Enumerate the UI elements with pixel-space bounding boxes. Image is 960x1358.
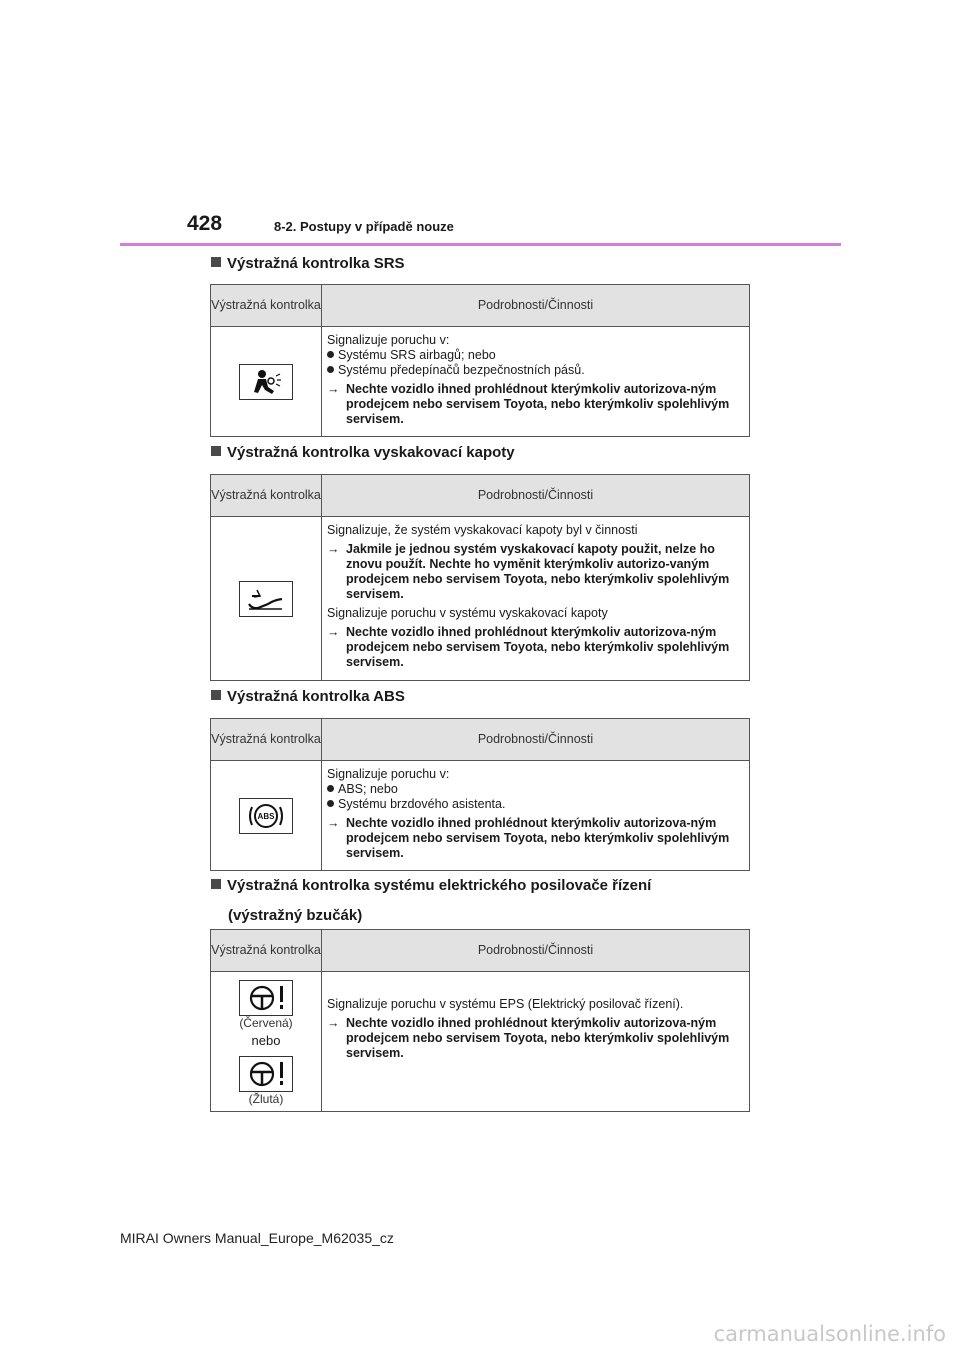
- srs-details: [322, 327, 750, 437]
- square-bullet-icon: [211, 446, 221, 456]
- header-warning-light: Výstražná kontrolka: [211, 285, 322, 327]
- header-details: Podrobnosti/Činnosti: [322, 475, 750, 517]
- header-details: Podrobnosti/Činnosti: [322, 285, 750, 327]
- eps-table: [210, 929, 750, 1112]
- watermark: carmanualsonline.info: [713, 1322, 946, 1346]
- arrow-icon: →: [327, 816, 340, 830]
- eps-line-1: Signalizuje poruchu v systému EPS (Elektrický posilovač řízení).: [327, 996, 684, 1011]
- srs-heading: [211, 251, 405, 277]
- hood-action-2: → Nechte vozidlo ihned prohlédnout kterýmkoliv autorizova-ným prodejcem nebo servisem Toyota, nebo kterýmkoliv spolehlivým servisem.: [327, 625, 730, 669]
- arrow-icon: →: [327, 542, 340, 556]
- header-details: Podrobnosti/Činnosti: [322, 930, 750, 972]
- bullet-dot-icon: [327, 366, 334, 373]
- arrow-icon: →: [327, 625, 340, 639]
- footer-text: MIRAI Owners Manual_Europe_M62035_cz: [120, 1230, 394, 1246]
- abs-icon: [239, 798, 293, 834]
- abs-bullet-1: ABS; nebo: [327, 782, 743, 797]
- srs-bullet-1: Systému SRS airbagů; nebo: [327, 348, 743, 363]
- eps-heading-subtext: (výstražný bzučák): [228, 907, 363, 924]
- hood-details: [322, 517, 750, 681]
- srs-heading-text: Výstražná kontrolka SRS: [227, 255, 405, 272]
- header-warning-light: Výstražná kontrolka: [211, 930, 322, 972]
- abs-heading: [211, 684, 405, 710]
- abs-details: [322, 761, 750, 871]
- hood-line-2: Signalizuje poruchu v systému vyskakovací kapoty: [327, 606, 608, 620]
- steering-warning-icon-yellow: [239, 1056, 293, 1092]
- yellow-label: (Žlutá): [248, 1091, 284, 1106]
- square-bullet-icon: [211, 690, 221, 700]
- airbag-warning-icon: [239, 364, 293, 400]
- square-bullet-icon: [211, 257, 221, 267]
- arrow-icon: →: [327, 1015, 340, 1030]
- abs-icon-cell: [211, 761, 322, 871]
- bullet-dot-icon: [327, 351, 334, 358]
- steering-warning-icon-red: [239, 980, 293, 1016]
- eps-details: [322, 972, 750, 1112]
- srs-icon-cell: [211, 327, 322, 437]
- page-number: 428: [187, 212, 223, 235]
- abs-intro: Signalizuje poruchu v:: [327, 767, 450, 781]
- abs-icon-text: ABS: [257, 811, 275, 821]
- bullet-dot-icon: [327, 800, 334, 807]
- hood-action-1: → Jakmile je jednou systém vyskakovací kapoty použit, nelze ho znovu použít. Nechte ho vyměnit kterýmkoliv autorizo-vaným prodejcem nebo servisem Toyota, nebo kterýmkoliv spolehlivým servisem.: [327, 542, 730, 601]
- header-warning-light: Výstražná kontrolka: [211, 719, 322, 761]
- srs-bullet-2: Systému předepínačů bezpečnostních pásů.: [327, 363, 743, 378]
- pop-up-hood-icon: [239, 581, 293, 617]
- hood-line-1: Signalizuje, že systém vyskakovací kapoty byl v činnosti: [327, 523, 638, 537]
- srs-action: → Nechte vozidlo ihned prohlédnout kterýmkoliv autorizova-ným prodejcem nebo servisem Toyota, nebo kterýmkoliv spolehlivým servisem.: [327, 382, 730, 426]
- hood-heading: [211, 440, 515, 466]
- hood-icon-cell: [211, 517, 322, 681]
- abs-action: → Nechte vozidlo ihned prohlédnout kterýmkoliv autorizova-ným prodejcem nebo servisem Toyota, nebo kterýmkoliv spolehlivým servisem.: [327, 816, 730, 860]
- header-details: Podrobnosti/Činnosti: [322, 719, 750, 761]
- srs-table: [210, 284, 750, 437]
- abs-table: [210, 718, 750, 871]
- bullet-dot-icon: [327, 785, 334, 792]
- section-title: 8-2. Postupy v případě nouze: [274, 219, 454, 234]
- eps-icon-cell: [211, 972, 322, 1112]
- eps-heading: [211, 873, 651, 929]
- hood-heading-text: Výstražná kontrolka vyskakovací kapoty: [227, 444, 515, 461]
- abs-heading-text: Výstražná kontrolka ABS: [227, 688, 405, 705]
- header-rule: [120, 243, 841, 246]
- eps-action: → Nechte vozidlo ihned prohlédnout kterýmkoliv autorizova-ným prodejcem nebo servisem Toyota, nebo kterýmkoliv spolehlivým servisem.: [327, 1015, 730, 1060]
- hood-table: [210, 474, 750, 681]
- srs-intro: Signalizuje poruchu v:: [327, 333, 450, 347]
- or-label: nebo: [251, 1032, 281, 1048]
- header-warning-light: Výstražná kontrolka: [211, 475, 322, 517]
- arrow-icon: →: [327, 382, 340, 396]
- square-bullet-icon: [211, 879, 221, 889]
- abs-bullet-2: Systému brzdového asistenta.: [327, 797, 743, 812]
- red-label: (Červená): [239, 1015, 293, 1030]
- eps-heading-text: Výstražná kontrolka systému elektrického posilovače řízení: [227, 877, 652, 894]
